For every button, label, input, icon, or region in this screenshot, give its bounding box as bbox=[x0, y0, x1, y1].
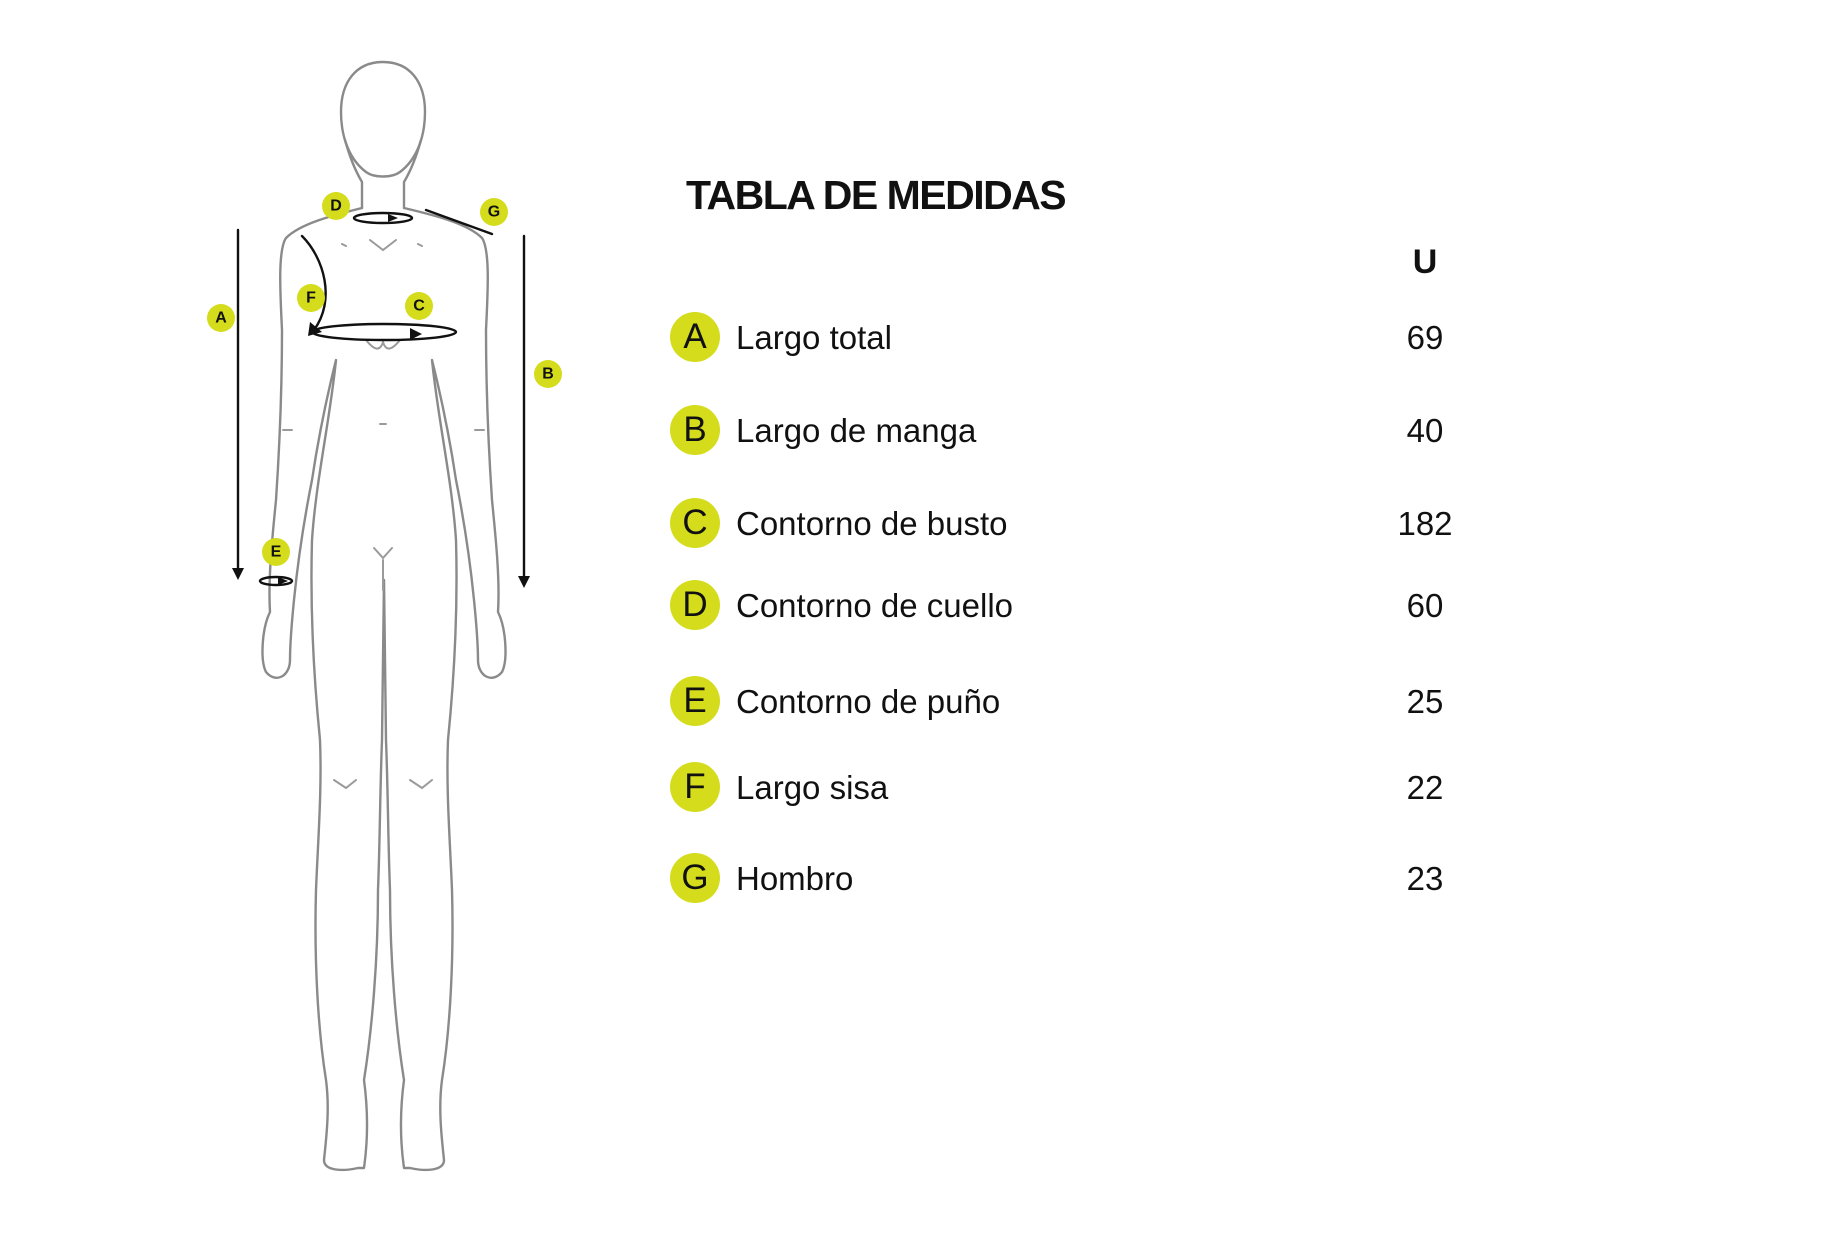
figure-neck bbox=[345, 140, 421, 208]
row-badge-g: G bbox=[670, 853, 720, 903]
measurement-row-c bbox=[670, 498, 1490, 554]
figure-marker-e bbox=[262, 538, 290, 566]
figure-marker-b bbox=[534, 360, 562, 388]
figure-marker-c bbox=[405, 292, 433, 320]
row-label-a: Largo total bbox=[736, 319, 892, 356]
measure-curve-f bbox=[302, 236, 326, 330]
measure-arrow-d bbox=[388, 214, 398, 222]
row-value-f: 22 bbox=[1406, 769, 1444, 806]
row-badge-c: C bbox=[670, 498, 720, 548]
figure-marker-f bbox=[297, 284, 325, 312]
body-measurement-figure bbox=[0, 0, 640, 1240]
measurement-row-d bbox=[670, 580, 1490, 636]
row-badge-f: F bbox=[670, 762, 720, 812]
row-badge-a: A bbox=[670, 312, 720, 362]
row-value-c: 182 bbox=[1397, 505, 1453, 542]
measure-loop-c bbox=[312, 324, 456, 340]
row-badge-b: B bbox=[670, 405, 720, 455]
figure-marker-g-label: G bbox=[487, 203, 501, 221]
measure-arrow-b bbox=[518, 576, 530, 588]
figure-marker-d-label: D bbox=[330, 197, 342, 215]
row-value-b: 40 bbox=[1406, 412, 1444, 449]
figure-marker-a bbox=[207, 304, 235, 332]
measure-arrow-a bbox=[232, 568, 244, 580]
figure-outline bbox=[263, 208, 506, 1170]
row-value-g: 23 bbox=[1406, 860, 1444, 897]
row-label-e: Contorno de puño bbox=[736, 683, 1001, 720]
row-label-g: Hombro bbox=[736, 860, 854, 897]
figure-marker-b-label: B bbox=[542, 365, 554, 383]
table-title: TABLA DE MEDIDAS bbox=[686, 172, 1066, 218]
row-label-b: Largo de manga bbox=[736, 412, 977, 449]
figure-marker-g bbox=[480, 198, 508, 226]
size-column-header: U bbox=[1412, 243, 1438, 281]
measure-loop-d bbox=[354, 213, 412, 223]
row-value-a: 69 bbox=[1406, 319, 1444, 356]
measurement-row-g bbox=[670, 853, 1490, 909]
measurement-row-f bbox=[670, 762, 1490, 818]
figure-marker-c-label: C bbox=[413, 297, 425, 315]
measurement-row-b bbox=[670, 405, 1490, 461]
figure-marker-a-label: A bbox=[215, 309, 227, 327]
figure-marker-e-label: E bbox=[270, 543, 282, 561]
row-badge-d: D bbox=[670, 580, 720, 630]
measurement-row-a bbox=[670, 312, 1490, 368]
row-value-d: 60 bbox=[1406, 587, 1444, 624]
row-label-f: Largo sisa bbox=[736, 769, 889, 806]
figure-marker-d bbox=[322, 192, 350, 220]
row-badge-e: E bbox=[670, 676, 720, 726]
measurement-row-e bbox=[670, 676, 1490, 732]
row-label-d: Contorno de cuello bbox=[736, 587, 1014, 624]
row-value-e: 25 bbox=[1406, 683, 1444, 720]
figure-head bbox=[341, 62, 425, 177]
figure-marker-f-label: F bbox=[306, 289, 316, 307]
row-label-c: Contorno de busto bbox=[736, 505, 1008, 542]
